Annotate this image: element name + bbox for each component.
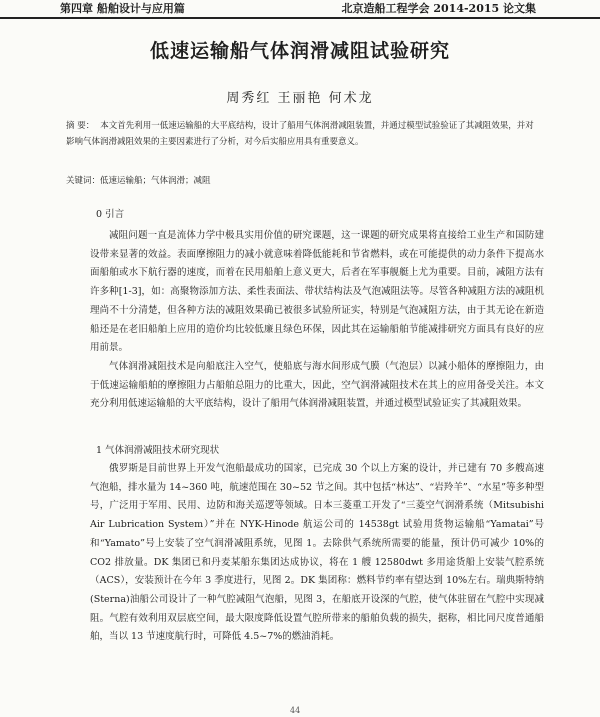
body-paragraph-3: 俄罗斯是目前世界上开发气泡船最成功的国家，已完成 30 个以上方案的设计，并已建有 70 多艘高速气泡船，排水量为 14~360 吨，航速范围在 30~52 节之间。其中包括“林达”、“岩羚羊”、“水星”等多种型号，广泛用于军用、民用、边防和海关巡逻等领域。日本三菱重工开发了“三菱空气润滑系统（Mitsubishi Air Lubrication System）”并在 NYK-Hinode 航运公司的 14538gt 试验用货物运输船“Yamatai”号和“Yamato”号上安装了空气润滑减阻系统，见图 1。去除供气系统所需要的能量，预计仍可减少 10%的 CO2 排放量。DK 集团已和丹麦某船东集团达成协议，将在 1 艘 12580dwt 多用途货船上安装气腔系统（ACS），安装预计在今年 3 季度进行，见图 2。DK 集团称：燃料节约率有望达到 10%左右。瑞典斯特纳(Sterna)油船公司设计了一种气腔减阻气泡船，见图 3，在船底开设深的气腔，使气体驻留在气腔中实现减阻。气腔有效利用双层底空间，最大限度降低设置气腔所带来的船舶负载的损失，据称，相比同尺度普通船舶，当以 13 节速度航行时，可降低 4.5~7%的燃油消耗。 xyxy=(90,463,544,643)
header-journal: 北京造船工程学会 2014-2015 论文集 xyxy=(341,2,536,15)
page-number: 44 xyxy=(290,706,301,715)
section-heading-1: 1 气体润滑减阻技术研究现状 xyxy=(96,445,220,456)
body-paragraph-1: 减阻问题一直是流体力学中极具实用价值的研究课题，这一课题的研究成果将直接给工业生产和国防建设带来显著的效益。表面摩擦阻力的减小就意味着降低能耗和节省燃料，或在可能提供的动力条件下提高水面船舶或水下航行器的速度，而着在民用船舶上意义更大，后者在军事舰艇上尤为重要。目前，减阻方法有许多种[1-3]，如：高聚物添加方法、柔性表面法、带状结构法及气泡减阻法等。尽管各种减阻方法的减阻机理尚不十分清楚，但各种方法的减阻效果确已被很多试验所证实，特别是气泡减阻方法，由于其无论在新造船还是在老旧船舶上应用的造价均比较低廉且绿色环保，因此其在运输船舶节能减排研究方面具有良好的应用前景。 xyxy=(90,230,544,354)
keywords xyxy=(66,174,536,188)
header-chapter: 第四章 船舶设计与应用篇 xyxy=(60,2,185,15)
abstract-label: 摘 要： xyxy=(66,121,95,131)
abstract-text: 本文首先利用一低速运输船的大平底结构，设计了船用气体润滑减阻装置，并通过模型试验验证了其减阻效果，并对影响气体润滑减阻效果的主要因素进行了分析，对今后实船应用具有重要意义。 xyxy=(66,121,534,147)
section-heading-intro: 0 引言 xyxy=(96,209,125,220)
keywords-text: 低速运输船；气体润滑；减阻 xyxy=(100,176,211,186)
body-paragraph-2: 气体润滑减阻技术是向船底注入空气，使船底与海水间形成气膜（气泡层）以减小船体的摩擦阻力，由于低速运输船舶的摩擦阻力占船舶总阻力的比重大，因此，空气润滑减阻技术在其上的应用备受关注。本文充分利用低速运输船的大平底结构，设计了船用气体润滑减阻装置，并通过模型试验证实了其减阻效果。 xyxy=(90,361,544,410)
paper-title: 低速运输船气体润滑减阻试验研究 xyxy=(149,40,450,62)
author-list: 周秀红 王丽艳 何术龙 xyxy=(226,91,374,106)
abstract xyxy=(66,118,536,150)
keywords-label: 关键词： xyxy=(66,176,101,186)
running-header xyxy=(0,0,600,19)
